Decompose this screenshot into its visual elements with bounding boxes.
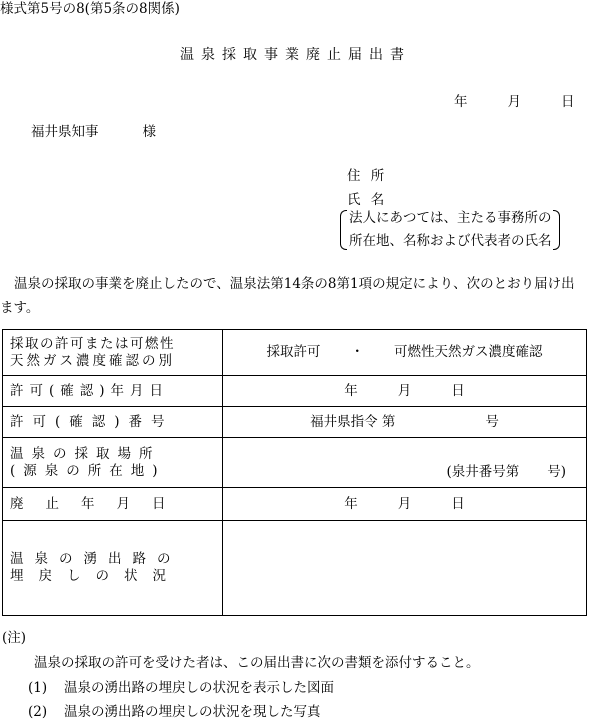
row6-label <box>3 521 223 616</box>
table-row <box>3 438 587 488</box>
submission-date <box>454 94 575 111</box>
notification-table <box>2 329 587 616</box>
addressee-name: 福井県知事 <box>31 124 99 140</box>
document-title: 温泉採取事業廃止届出書 <box>180 47 411 63</box>
row3-value <box>223 407 587 438</box>
row1-label-line1: 採取の許可または可燃性 <box>10 335 175 352</box>
body-paragraph: 温泉の採取の事業を廃止したので、温泉法第14条の8第1項の規定により、次のとおり届け出ます。 <box>0 276 575 316</box>
corporate-note-line1: 法人にあつては、主たる事務所の <box>349 210 552 226</box>
row2-label-text: 許可(確認)年月日 <box>10 382 170 399</box>
row5-label-text: 廃止年月日 <box>10 495 188 512</box>
form-number: 様式第5号の8(第5条の8関係) <box>0 1 180 17</box>
row3-label <box>3 407 223 438</box>
row6-label-line1: 温泉の湧出路の <box>10 551 182 568</box>
row6-label-line2: 埋戻しの状況 <box>10 568 181 584</box>
table-row <box>3 521 587 616</box>
date-year: 年 <box>454 94 468 110</box>
corporate-note-line2: 所在地、名称および代表者の氏名 <box>349 233 552 249</box>
row2-month: 月 <box>397 382 412 399</box>
notes-intro: 温泉の採取の許可を受けた者は、この届出書に次の書類を添付すること。 <box>34 655 480 671</box>
applicant-address-label: 住 所 <box>347 168 385 184</box>
notes-heading: (注) <box>2 630 27 646</box>
table-row <box>3 488 587 521</box>
notes-item-2-number: (2) <box>28 704 48 720</box>
date-month: 月 <box>507 94 521 110</box>
row6-value <box>223 521 587 616</box>
row5-value <box>223 488 587 521</box>
row2-label <box>3 376 223 407</box>
row2-value <box>223 376 587 407</box>
notes-item-1 <box>28 680 334 697</box>
option-permit: 採取許可 <box>266 344 321 361</box>
row3-label-text: 許可(確認)番号 <box>10 413 174 430</box>
option-separator: ・ <box>350 344 364 361</box>
applicant-name-label: 氏 名 <box>347 192 385 208</box>
notes-item-2-text: 温泉の湧出路の埋戻しの状況を現した写真 <box>64 704 321 720</box>
notes-item-2 <box>28 704 321 721</box>
row2-year: 年 <box>344 382 358 399</box>
row5-year: 年 <box>344 495 358 512</box>
row4-label-line1: 温泉の採取場所 <box>10 445 161 462</box>
row3-suffix: 号 <box>485 413 499 430</box>
row4-label <box>3 438 223 488</box>
row5-label <box>3 488 223 521</box>
row5-day: 日 <box>451 495 465 512</box>
addressee <box>31 124 156 141</box>
date-day: 日 <box>561 94 575 110</box>
table-row <box>3 407 587 438</box>
table-row <box>3 376 587 407</box>
row2-day: 日 <box>451 382 465 399</box>
corporate-note <box>340 207 560 253</box>
corporate-note-bracket <box>340 207 560 253</box>
row4-value <box>223 438 587 488</box>
row5-month: 月 <box>397 495 412 512</box>
row4-well-suffix: 号) <box>547 464 566 481</box>
option-gas-check: 可燃性天然ガス濃度確認 <box>394 344 543 361</box>
addressee-honorific: 様 <box>142 124 156 140</box>
row3-prefix: 福井県指令 第 <box>310 413 396 430</box>
row4-label-line2: (源泉の所在地) <box>10 462 166 479</box>
table-row <box>3 330 587 376</box>
notes-item-1-text: 温泉の湧出路の埋戻しの状況を表示した図面 <box>64 680 334 696</box>
row4-well-prefix: (泉井番号第 <box>446 464 520 481</box>
notes-item-1-number: (1) <box>28 680 48 696</box>
row1-label-line2: 天然ガス濃度確認の別 <box>10 352 175 369</box>
row1-label <box>3 330 223 376</box>
row1-value <box>223 330 587 376</box>
